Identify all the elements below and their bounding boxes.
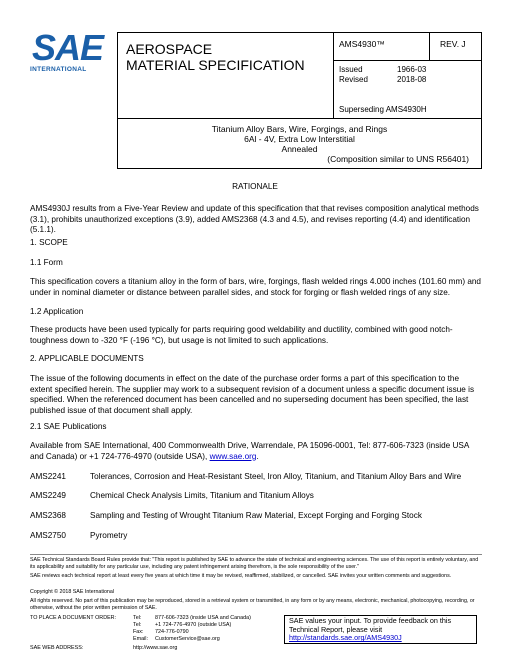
section-1-heading: 1. SCOPE [30, 238, 68, 247]
revision-cell [430, 33, 482, 61]
ref-desc: Tolerances, Corrosion and Heat-Resistant Steel, Iron Alloy, Titanium, and Titanium Alloy Bars and Wire [90, 472, 462, 481]
footer-copyright: Copyright © 2018 SAE International [30, 589, 114, 595]
doc-number: AMS4930™ [339, 39, 385, 49]
issued-label: Issued [339, 65, 363, 74]
logo-mark: SAE [32, 27, 104, 68]
sae-availability-text: Available from SAE International, 400 Commonwealth Drive, Warrendale, PA 15096-0001, Tel: 877-606-7323 (inside USA and Canada) or +1 724-776-4970 (outside USA), [30, 441, 469, 461]
ref-desc: Sampling and Testing of Wrought Titanium Raw Material, Except Forging and Forging Stock [90, 511, 422, 520]
header-table [117, 32, 482, 169]
rationale-text: AMS4930J results from a Five-Year Review and update of this specification that that revises composition analytical methods (3.1), prohibits unauthorized exceptions (3.9), added AMS2368 (4.3 and 4.5), and revises reporting (4.4) and identification (5.1.1). [30, 204, 479, 235]
section-1-1-heading: 1.1 Form [30, 258, 63, 267]
footer-rights: All rights reserved. No part of this publication may be reproduced, stored in a retrieval system or transmitted, in any form or by any means, electronic, mechanical, photocopying, recording, or otherwise, without the prior written permission of SAE. [30, 598, 475, 611]
logo-subtitle: INTERNATIONAL [30, 66, 87, 73]
subject-line2: 6Al - 4V, Extra Low Interstitial [244, 134, 355, 144]
section-2-heading: 2. APPLICABLE DOCUMENTS [30, 354, 144, 363]
ref-code: AMS2249 [30, 491, 66, 500]
dates-cell [334, 61, 482, 101]
ref-code: AMS2241 [30, 472, 66, 481]
tel1: 877-606-7323 (inside USA and Canada) [155, 615, 251, 621]
spec-title [118, 33, 333, 73]
ref-code: AMS2750 [30, 531, 66, 540]
tel1-label: Tel: [133, 615, 142, 621]
feedback-text: SAE values your input. To provide feedback on this Technical Report, please visit [289, 616, 452, 634]
rationale-heading: RATIONALE [232, 182, 278, 191]
fax-label: Fax: [133, 629, 144, 635]
order-label: TO PLACE A DOCUMENT ORDER: [30, 615, 117, 621]
ref-code: AMS2368 [30, 511, 66, 520]
spec-title-cell [118, 33, 334, 119]
section-2-1-heading: 2.1 SAE Publications [30, 422, 107, 431]
email-address[interactable]: CustomerService@sae.org [155, 636, 220, 642]
section-2-1-text [30, 441, 482, 462]
spec-title-line2: MATERIAL SPECIFICATION [126, 57, 305, 73]
subject-line4: (Composition similar to UNS R56401) [327, 154, 469, 164]
doc-number-cell [334, 33, 430, 61]
revision: REV. J [440, 39, 466, 49]
order-contacts [133, 615, 283, 643]
web-address[interactable]: http://www.sae.org [133, 645, 178, 651]
subject-cell [118, 119, 482, 169]
spec-title-line1: AEROSPACE [126, 41, 213, 57]
section-1-1-text: This specification covers a titanium alloy in the form of bars, wire, forgings, flash welded rings 4.000 inches (101.60 mm) and under in nominal diameter or distance between parallel sides, and stock for forging or flash welded rings of any size. [30, 277, 481, 297]
superseding-cell [334, 101, 482, 119]
sae-logo [30, 27, 108, 78]
subject-block [118, 119, 481, 168]
tel2: +1 724-776-4970 (outside USA) [155, 622, 232, 628]
tel2-label: Tel: [133, 622, 142, 628]
sae-website-link[interactable]: www.sae.org [209, 451, 257, 461]
footer-rules: SAE Technical Standards Board Rules provide that: "This report is published by SAE to advance the state of technical and engineering sciences. The use of this report is entirely voluntary, and its applicability and suitability for any particular use, including any patent infringement arising therefrom, is the sole responsibility of the user." [30, 557, 479, 570]
fax: 724-776-0790 [155, 629, 189, 635]
issued-date: 1966-03 [397, 65, 427, 74]
feedback-box [284, 615, 477, 644]
superseding: Superseding AMS4930H [339, 104, 427, 114]
subject-line1: Titanium Alloy Bars, Wire, Forgings, and Rings [211, 124, 388, 134]
section-2-text: The issue of the following documents in effect on the date of the purchase order forms a part of this specification to the extent specified herein. The supplier may work to a subsequent revision of a document unless a specific document issue is specified. When the referenced document has been cancelled and no superseding document has been specified, the last published issue of that document shall apply. [30, 374, 475, 415]
revised-date: 2018-08 [397, 75, 427, 84]
revised-label: Revised [339, 75, 368, 84]
subject-line3: Annealed [281, 144, 318, 154]
feedback-link[interactable]: http://standards.sae.org/AMS4930J [289, 633, 402, 643]
email-label: Email: [133, 636, 148, 642]
ref-desc: Pyrometry [90, 531, 128, 540]
footer-review: SAE reviews each technical report at least every five years at which time it may be revised, reaffirmed, stabilized, or cancelled. SAE invites your written comments and suggestions. [30, 573, 452, 579]
section-1-2-heading: 1.2 Application [30, 307, 84, 316]
section-1-2-text: These products have been used typically for parts requiring good weldability and ductility, combined with good notch-toughness down to -320 °F (-196 °C), but usage is not limited to such applications. [30, 325, 453, 345]
web-label: SAE WEB ADDRESS: [30, 645, 84, 651]
period: . [256, 451, 259, 461]
ref-desc: Chemical Check Analysis Limits, Titanium and Titanium Alloys [90, 491, 314, 500]
footer-divider [30, 554, 482, 555]
